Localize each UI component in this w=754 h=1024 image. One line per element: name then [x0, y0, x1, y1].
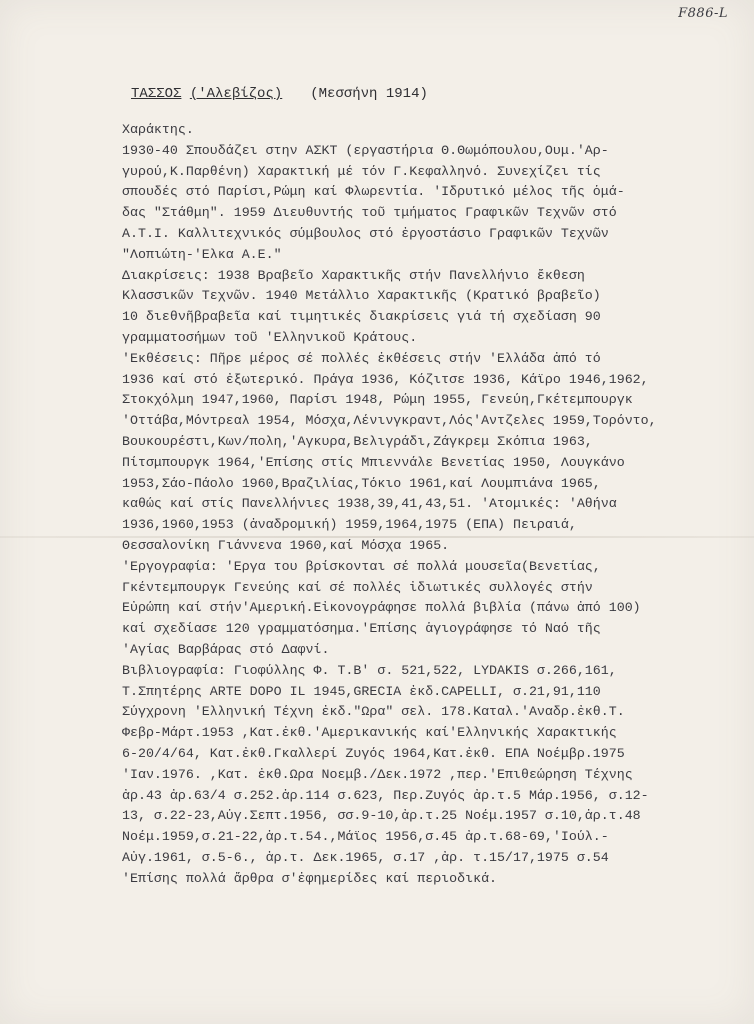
text-line: Στοκχόλμη 1947,1960, Παρίσι 1948, Ρώμη 1955, Γενεύη,Γκέτεμπουργκ: [122, 392, 633, 408]
text-line: Σύγχρονη 'Ελληνική Τέχνη ἐκδ."Ωρα" σελ. 178.Καταλ.'Αναδρ.ἐκθ.Τ.: [122, 704, 625, 720]
text-line: 1953,Σάο-Πάολο 1960,Βραζιλίας,Τόκιο 1961,καί Λουμπιάνα 1965,: [122, 475, 601, 491]
text-line: Θεσσαλονίκη Γιάννενα 1960,καί Μόσχα 1965.: [122, 537, 450, 553]
text-line: "Λοπιώτη-'Ελκα Α.Ε.": [122, 246, 282, 262]
text-line: 'Εργογραφία: 'Εργα του βρίσκονται σέ πολλά μουσεῖα(Βενετίας,: [122, 558, 601, 574]
text-line: Α.Τ.Ι. Καλλιτεχνικός σύμβουλος στό ἐργοστάσιο Γραφικῶν Τεχνῶν: [122, 225, 609, 241]
text-line: Γκέντεμπουργκ Γενεύης καί σέ πολλές ἰδιωτικές συλλογές στήν: [122, 579, 593, 595]
text-line: Εὐρώπη καί στήν'Αμερική.Εἰκονογράφησε πολλά βιβλία (πάνω ἀπό 100): [122, 600, 641, 616]
text-line: δας "Στάθμη". 1959 Διευθυντής τοῦ τμήματος Γραφικῶν Τεχνῶν στό: [122, 205, 617, 221]
text-line: Χαράκτης.: [122, 122, 194, 137]
text-line: 'Αγίας Βαρβάρας στό Δαφνί.: [122, 641, 330, 657]
artist-surname: ΤΑΣΣΟΣ: [131, 86, 182, 102]
text-line: Βουκουρέστι,Κων/πολη,'Αγκυρα,Βελιγράδι,Ζάγκρεμ Σκόπια 1963,: [122, 433, 593, 449]
text-line: 13, σ.22-23,Αὐγ.Σεπτ.1956, σσ.9-10,ἀρ.τ.25 Νοέμ.1957 σ.10,ἀρ.τ.48: [122, 808, 641, 824]
text-line: Φεβρ-Μάρτ.1953 ,Κατ.ἐκθ.'Αμερικανικής καί'Ελληνικής Χαρακτικής: [122, 725, 617, 741]
text-line: 'Εκθέσεις: Πῆρε μέρος σέ πολλές ἐκθέσεις στήν 'Ελλάδα ἀπό τό: [122, 350, 601, 366]
text-line: 'Επίσης πολλά ἄρθρα σ'ἐφημερίδες καί περιοδικά.: [122, 870, 498, 886]
archive-reference-note: F886-L: [678, 6, 728, 21]
text-line: 6-20/4/64, Κατ.ἐκθ.Γκαλλερί Ζυγός 1964,Κατ.ἐκθ. ΕΠΑ Νοέμβρ.1975: [122, 745, 625, 761]
text-line: Αὐγ.1961, σ.5-6., ἀρ.τ. Δεκ.1965, σ.17 ,ἀρ. τ.15/17,1975 σ.54: [122, 849, 609, 865]
text-line: σπουδές στό Παρίσι,Ρώμη καί Φλωρεντία. 'Ιδρυτικό μέλος τῆς ὁμά-: [122, 184, 625, 200]
text-line: 1936 καί στό ἐξωτερικό. Πράγα 1936, Κόζιτσε 1936, Κάϊρο 1946,1962,: [122, 371, 649, 387]
text-line: Κλασσικῶν Τεχνῶν. 1940 Μετάλλιο Χαρακτικῆς (Κρατικό βραβεῖο): [122, 288, 601, 304]
text-line: Νοέμ.1959,σ.21-22,ἀρ.τ.54.,Μάϊος 1956,σ.45 ἀρ.τ.68-69,'Ιούλ.-: [122, 829, 609, 845]
text-line: Τ.Σπητέρης ARTE DOPO IL 1945,GRECIA ἐκδ.CAPELLI, σ.21,91,110: [122, 683, 601, 699]
text-line: καθώς καί στίς Πανελλήνιες 1938,39,41,43,51. 'Ατομικές: 'Αθήνα: [122, 496, 617, 512]
text-line: γυρού,Κ.Παρθένη) Χαρακτική μέ τόν Γ.Κεφαλληνό. Συνεχίζει τίς: [122, 163, 601, 179]
text-line: 'Οττάβα,Μόντρεαλ 1954, Μόσχα,Λένινγκραντ,Λός'Αντζελες 1959,Τορόντο,: [122, 413, 657, 429]
text-line: 'Ιαν.1976. ,Κατ. ἐκθ.Ωρα Νοεμβ./Δεκ.1972 ,περ.'Επιθεώρηση Τέχνης: [122, 766, 633, 782]
text-line: Βιβλιογραφία: Γιοφύλλης Φ. Τ.Β' σ. 521,522, LYDAKIS σ.266,161,: [122, 662, 617, 678]
artist-name-variant: ('Αλεβίζος): [189, 86, 283, 102]
entry-body: [122, 120, 742, 889]
entry-heading: [131, 86, 428, 102]
text-line: 10 διεθνῆβραβεῖα καί τιμητικές διακρίσεις γιά τή σχεδίαση 90: [122, 309, 601, 325]
text-line: γραμματοσήμων τοῦ 'Ελληνικοῦ Κράτους.: [122, 329, 418, 345]
text-line: 1936,1960,1953 (ἀναδρομική) 1959,1964,1975 (ΕΠΑ) Πειραιά,: [122, 517, 577, 533]
text-line: Πίτσμπουργκ 1964,'Επίσης στίς Μπιεννάλε Βενετίας 1950, Λουγκάνο: [122, 454, 625, 470]
text-line: Διακρίσεις: 1938 Βραβεῖο Χαρακτικῆς στήν Πανελλήνιο ἔκθεση: [122, 267, 585, 283]
text-line: ἀρ.43 ἀρ.63/4 σ.252.ἀρ.114 σ.623, Περ.Ζυγός ἀρ.τ.5 Μάρ.1956, σ.12-: [122, 787, 649, 803]
text-line: καί σχεδίασε 120 γραμματόσημα.'Επίσης ἁγιογράφησε τό Ναό τῆς: [122, 621, 601, 637]
birth-info: (Μεσσήνη 1914): [310, 86, 428, 102]
text-line: 1930-40 Σπουδάζει στην ΑΣΚΤ (εργαστήρια Θ.Θωμόπουλου,Ουμ.'Αρ-: [122, 142, 609, 158]
